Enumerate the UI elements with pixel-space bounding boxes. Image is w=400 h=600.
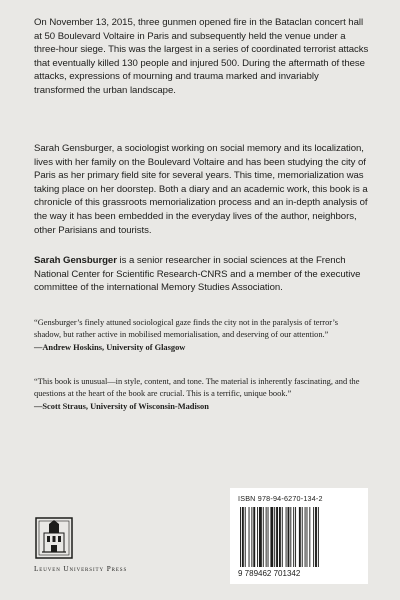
barcode-bar: [245, 507, 246, 567]
barcode-bar: [263, 507, 264, 567]
barcode-bar: [313, 507, 314, 567]
barcode-bar: [266, 507, 267, 567]
barcode-digits: 9 789462 701342: [238, 569, 301, 578]
barcode-bar: [274, 507, 275, 567]
barcode-bar: [295, 507, 296, 567]
barcode-bar: [251, 507, 252, 567]
quote-attribution: —Andrew Hoskins, University of Glasgow: [34, 343, 186, 353]
barcode-icon: [238, 507, 360, 567]
barcode-bar: [288, 507, 290, 567]
barcode-bar: [282, 507, 283, 567]
barcode-bar: [257, 507, 258, 567]
author-bio: [34, 254, 370, 295]
barcode-bar: [268, 507, 269, 567]
isbn-label: ISBN 978-94-6270-134-2: [238, 494, 323, 503]
barcode-bar: [286, 507, 287, 567]
barcode-bar: [315, 507, 317, 567]
review-quote-2: [34, 376, 360, 413]
barcode-bar: [302, 507, 303, 567]
publisher-logo-icon: [34, 516, 74, 560]
author-bio-text: is a senior researcher in social sciences at the French National Center for Scientific Research-CNRS and a member of the executive committee of the international Memory Studies Association.: [34, 255, 361, 294]
barcode-bar: [242, 507, 244, 567]
barcode-bar: [293, 507, 294, 567]
blurb-paragraph-1: On November 13, 2015, three gunmen opened fire in the Bataclan concert hall at 50 Boulevard Voltaire in Paris and subsequently held the venue under a three-hour siege. This was the largest in a series of coordinated terrorist attacks that eventually killed 130 people and injured 500. During the aftermath of these attacks, expressions of mourning and trauma marked and invariably transformed the urban landscape.: [34, 17, 369, 96]
barcode-bar: [279, 507, 281, 567]
barcode-bar: [299, 507, 301, 567]
barcode-bar: [253, 507, 255, 567]
blurb-paragraph-2: Sarah Gensburger, a sociologist working on social memory and its localization, lives with her family on the Boulevard Voltaire and has been studying the city of Paris as her primary field site for several years. This time, memorialization was taking place on her doorstep. Both a diary and an academic work, this book is a chronicle of this grassroots memorialization process and an in-depth analysis of the way it has been embedded in the everyday lives of the author, neighbors, other Parisians and tourists.: [34, 143, 368, 236]
barcode-bar: [307, 507, 308, 567]
barcode-bar: [276, 507, 278, 567]
author-name: Sarah Gensburger: [34, 255, 117, 266]
publisher-name: Leuven University Press: [34, 565, 128, 573]
barcode-bar: [259, 507, 262, 567]
barcode-bar: [318, 507, 319, 567]
barcode-bar: [290, 507, 291, 567]
quote-attribution: —Scott Straus, University of Wisconsin-Madison: [34, 402, 209, 412]
barcode-bar: [240, 507, 241, 567]
barcode-bar: [270, 507, 273, 567]
quote-text: “This book is unusual—in style, content, and tone. The material is inherently fascinating, and the questions at the heart of the book are crucial. This is a terrific, unique book.”: [34, 377, 360, 398]
quote-text: “Gensburger’s finely attuned sociological gaze finds the city not in the paralysis of terror’s shadow, but rather active in mobilised memorialisation, and deserving of our attention.”: [34, 318, 338, 339]
barcode-bar: [249, 507, 250, 567]
barcode-bar: [305, 507, 306, 567]
review-quote-1: [34, 317, 360, 354]
barcode-bar: [309, 507, 310, 567]
